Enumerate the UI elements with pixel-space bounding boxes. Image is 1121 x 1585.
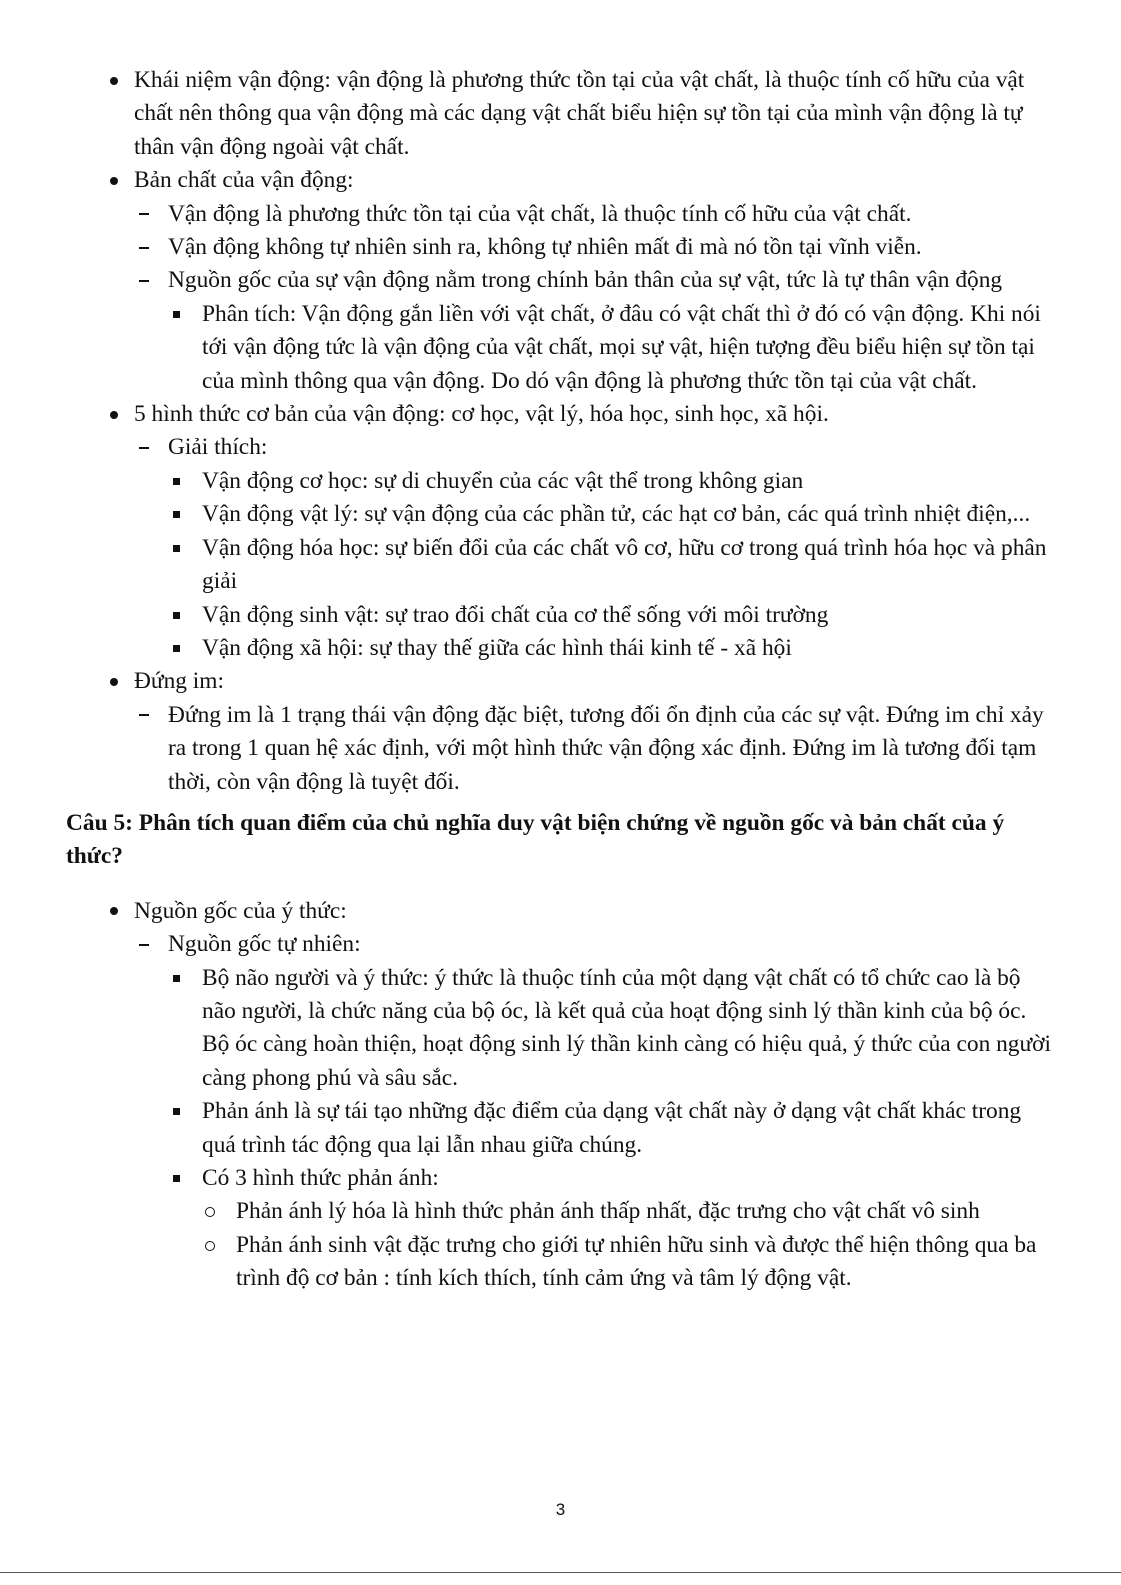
bullet-dot-icon	[104, 64, 124, 97]
list-item-text: Giải thích:	[168, 434, 268, 461]
list-item	[66, 1162, 1056, 1195]
bullet-dash-icon	[134, 431, 154, 464]
bullet-square-icon	[166, 498, 186, 531]
list-item	[66, 1095, 1056, 1162]
list-item	[66, 398, 1056, 431]
list-item	[66, 64, 1056, 164]
bullet-square-icon	[166, 1162, 186, 1195]
bullet-square-icon	[166, 465, 186, 498]
bullet-square-icon	[166, 532, 186, 565]
list-item-text: Vận động cơ học: sự di chuyển của các vật thể trong không gian	[202, 467, 804, 494]
list-item-text: Đứng im là 1 trạng thái vận động đặc biệt, tương đối ổn định của các sự vật. Đứng im chỉ xảy ra trong 1 quan hệ xác định, với một hình thức vận động xác định. Đứng im là tương đối tạm thời, còn vận động là tuyệt đối.	[168, 701, 1044, 795]
bullet-dot-icon	[104, 665, 124, 698]
list-item-text: Phân tích: Vận động gắn liền với vật chất, ở đâu có vật chất thì ở đó có vận động. Khi nói tới vận động tức là vận động của vật chất, mọi sự vật, hiện tượng đều biểu hiện sự tồn tại của mình thông qua vận động. Do dó vận động là phương thức tồn tại của vật chất.	[202, 300, 1041, 394]
bullet-dot-icon	[104, 895, 124, 928]
bullet-dash-icon	[134, 231, 154, 264]
list-item-text: Phản ánh sinh vật đặc trưng cho giới tự nhiên hữu sinh và được thể hiện thông qua ba trình độ cơ bản : tính kích thích, tính cảm ứng và tâm lý động vật.	[236, 1231, 1037, 1292]
list-item	[66, 1195, 1056, 1228]
bullet-dash-icon	[134, 198, 154, 231]
list-item-text: Khái niệm vận động: vận động là phương thức tồn tại của vật chất, là thuộc tính cố hữu của vật chất nên thông qua vận động mà các dạng vật chất biểu hiện sự tồn tại của mình vận động là tự thân vận động ngoài vật chất.	[134, 67, 1025, 160]
list-item-text: Vận động xã hội: sự thay thế giữa các hình thái kinh tế - xã hội	[202, 634, 792, 661]
page-number: 3	[555, 1500, 566, 1519]
list-item	[66, 298, 1056, 398]
list-item	[66, 198, 1056, 231]
bullet-ring-icon	[200, 1229, 220, 1262]
list-item	[66, 1229, 1056, 1296]
bullet-square-icon	[166, 1095, 186, 1128]
list-item-text: Vận động là phương thức tồn tại của vật chất, là thuộc tính cố hữu của vật chất.	[168, 200, 912, 227]
list-item-text: Vận động sinh vật: sự trao đổi chất của cơ thể sống với môi trường	[202, 601, 829, 628]
list-item-text: Vận động hóa học: sự biến đổi của các chất vô cơ, hữu cơ trong quá trình hóa học và phân giải	[202, 534, 1047, 595]
list-item-text: Phản ánh lý hóa là hình thức phản ánh thấp nhất, đặc trưng cho vật chất vô sinh	[236, 1198, 980, 1225]
list-item-text: Phản ánh là sự tái tạo những đặc điểm của dạng vật chất này ở dạng vật chất khác trong quá trình tác động qua lại lẫn nhau giữa chúng.	[202, 1098, 1022, 1158]
list-item	[66, 699, 1056, 799]
list-item	[66, 231, 1056, 264]
list-item-text: Có 3 hình thức phản ánh:	[202, 1165, 439, 1191]
page-content	[66, 64, 1056, 1296]
bullet-square-icon	[166, 599, 186, 632]
bullet-dash-icon	[134, 928, 154, 961]
list-item	[66, 665, 1056, 698]
list-item-text: Nguồn gốc tự nhiên:	[168, 931, 361, 958]
list-item	[66, 962, 1056, 1096]
bullet-ring-icon	[200, 1195, 220, 1228]
bullet-dash-icon	[134, 264, 154, 297]
list-item-text: Đứng im:	[134, 668, 224, 695]
footer-divider	[0, 1572, 1121, 1573]
list-item-text: Nguồn gốc của sự vận động nằm trong chính bản thân của sự vật, tức là tự thân vận động	[168, 267, 1003, 294]
bullet-square-icon	[166, 632, 186, 665]
list-item	[66, 632, 1056, 665]
bullet-dash-icon	[134, 699, 154, 732]
list-item-text: Bản chất của vận động:	[134, 167, 354, 194]
list-item	[66, 264, 1056, 297]
bullet-dot-icon	[104, 164, 124, 197]
list-item-text: Bộ não người và ý thức: ý thức là thuộc tính của một dạng vật chất có tổ chức cao là bộ não người, là chức năng của bộ óc, là kết quả của hoạt động sinh lý thần kinh của bộ óc. Bộ óc càng hoàn thiện, hoạt động sinh lý thần kinh càng có hiệu quả, ý thức của con người càng phong phú và sâu sắc.	[202, 964, 1052, 1091]
list-item-text: Nguồn gốc của ý thức:	[134, 897, 347, 924]
list-item	[66, 895, 1056, 928]
list-item	[66, 532, 1056, 599]
list-item	[66, 465, 1056, 498]
bullet-square-icon	[166, 962, 186, 995]
list-item-text: Vận động vật lý: sự vận động của các phần tử, các hạt cơ bản, các quá trình nhiệt điện,...	[202, 501, 1031, 528]
list-item-text: 5 hình thức cơ bản của vận động: cơ học, vật lý, hóa học, sinh học, xã hội.	[134, 401, 829, 428]
bullet-dot-icon	[104, 398, 124, 431]
list-item	[66, 928, 1056, 961]
list-item	[66, 431, 1056, 464]
list-item	[66, 498, 1056, 531]
list-item-text: Vận động không tự nhiên sinh ra, không tự nhiên mất đi mà nó tồn tại vĩnh viễn.	[168, 234, 922, 261]
list-item	[66, 164, 1056, 197]
list-item	[66, 599, 1056, 632]
question-heading: Câu 5: Phân tích quan điểm của chủ nghĩa duy vật biện chứng về nguồn gốc và bản chất của ý thức?	[66, 809, 1005, 870]
bullet-square-icon	[166, 298, 186, 331]
